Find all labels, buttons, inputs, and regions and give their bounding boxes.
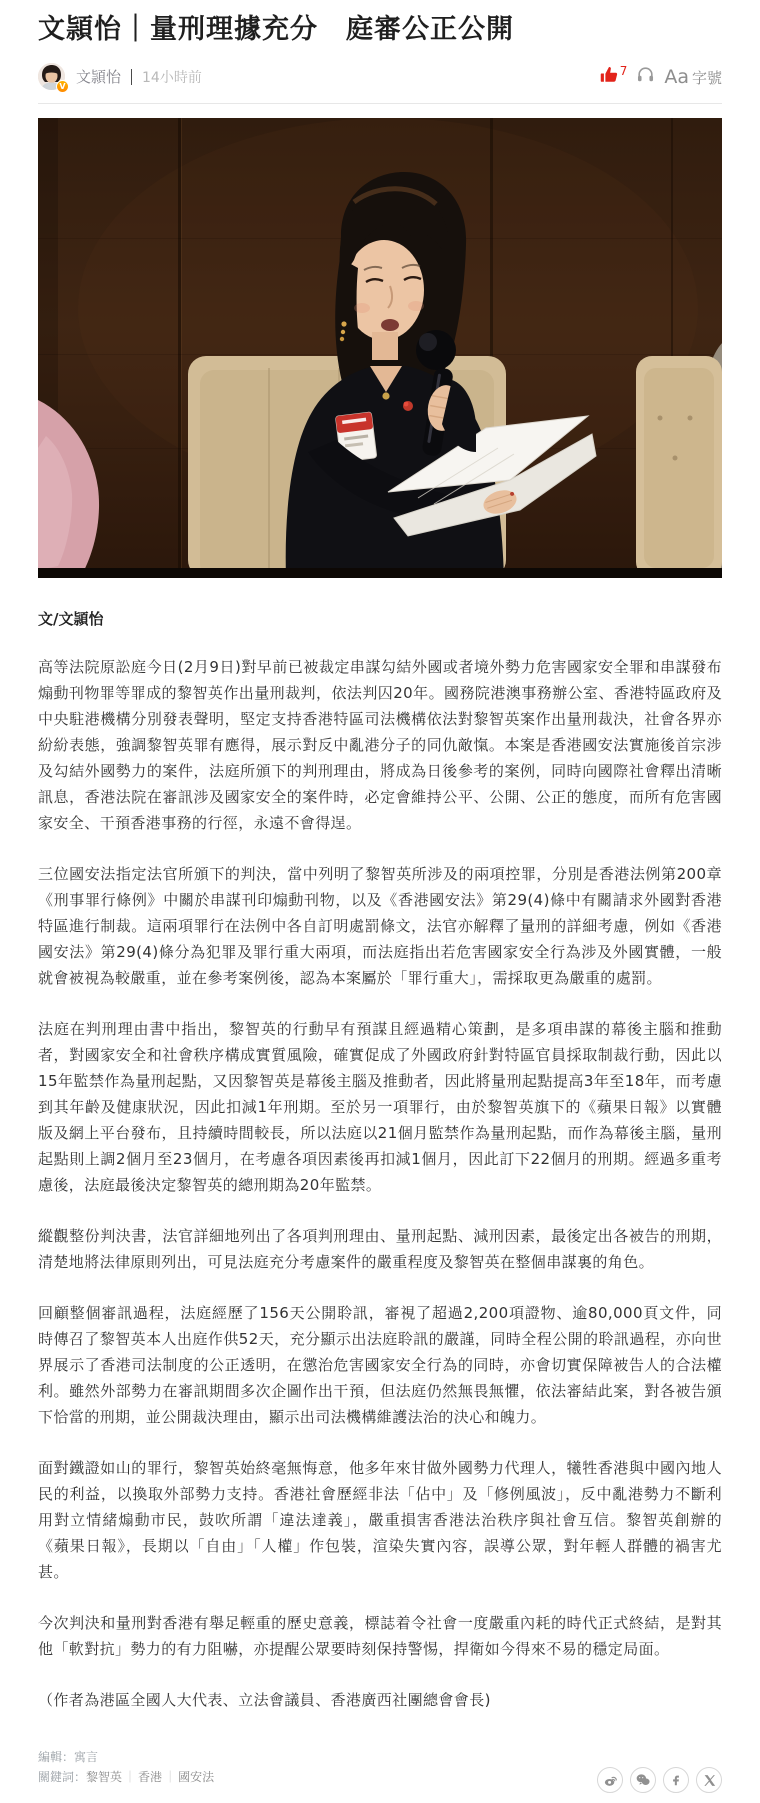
article-body — [38, 608, 722, 1713]
author-name[interactable]: 文頴怡 — [76, 68, 122, 87]
share-wechat-button[interactable] — [630, 1767, 656, 1793]
wechat-icon — [635, 1772, 651, 1788]
font-size-label: 字號 — [691, 68, 722, 87]
editor-label: 編輯： — [38, 1750, 75, 1765]
like-button[interactable] — [600, 63, 628, 88]
weibo-icon — [603, 1773, 618, 1788]
article-photo — [38, 118, 722, 578]
paragraph-4: 縱觀整份判決書，法官詳細地列出了各項判刑理由、量刑起點、減刑因素，最後定出各被告的刑期，清楚地將法律原則列出，可見法庭充分考慮案件的嚴重程度及黎智英在整個串謀裏的角色。 — [38, 1227, 722, 1272]
author-avatar[interactable] — [38, 63, 65, 90]
photo-floor-strip — [38, 568, 722, 578]
facebook-icon — [669, 1773, 683, 1787]
keyword-link-2[interactable]: 香港 — [138, 1770, 163, 1785]
thumb-up-icon — [600, 66, 618, 88]
paragraph-6: 面對鐵證如山的罪行，黎智英始終毫無悔意，他多年來甘做外國勢力代理人，犧牲香港與中國內地人民的利益，以換取外部勢力支持。香港社會歷經非法「佔中」及「修例風波」，反中亂港勢力不斷利用對立情緒煽動市民，鼓吹所謂「違法達義」，嚴重損害香港法治秩序與社會互信。黎智英創辦的《蘋果日報》，長期以「自由」「人權」作包裝，渲染失實內容，誤導公眾，對年輕人群體的禍害尤甚。 — [38, 1459, 722, 1582]
paragraph-1: 高等法院原訟庭今日(2月9日)對早前已被裁定串謀勾結外國或者境外勢力危害國家安全罪和串謀發布煽動刊物罪等罪成的黎智英作出量刑裁判，依法判囚20年。國務院港澳事務辦公室、香港特區政府及中央駐港機構分別發表聲明，堅定支持香港特區司法機構依法對黎智英案作出量刑裁決，社會各界亦紛紛表態，強調黎智英罪有應得，展示對反中亂港分子的同仇敵愾。本案是香港國安法實施後首宗涉及勾結外國勢力的案件，法庭所頒下的判刑理由，將成為日後參考的案例，同時向國際社會釋出清晰訊息，香港法院在審訊涉及國家安全的案件時，必定會維持公平、公開、公正的態度，而所有危害國家安全、干預香港事務的行徑，永遠不會得逞。 — [38, 658, 722, 833]
keyword-link-1[interactable]: 黎智英 — [86, 1770, 123, 1785]
keyword-item — [162, 1770, 214, 1784]
keyword-item — [122, 1770, 162, 1784]
keyword-item — [86, 1770, 122, 1784]
author-time-divider — [131, 69, 132, 85]
x-icon — [703, 1774, 716, 1787]
byline: 文/文頴怡 — [38, 610, 104, 629]
keywords-label: 關鍵詞： — [38, 1770, 87, 1785]
paragraph-2: 三位國安法指定法官所頒下的判決，當中列明了黎智英所涉及的兩項控罪，分別是香港法例第200章《刑事罪行條例》中關於串謀刊印煽動刊物，以及《香港國安法》第29(4)條中有關請求外國對香港特區進行制裁。這兩項罪行在法例中各自訂明處罰條文，法官亦解釋了量刑的詳細考慮，例如《香港國安法》第29(4)條分為犯罪及罪行重大兩項，而法庭指出若危害國家安全行為涉及外國實體，一般就會被視為較嚴重，並在參考案例後，認為本案屬於「罪行重大」，需採取更為嚴重的處罰。 — [38, 865, 722, 988]
share-facebook-button[interactable] — [663, 1767, 689, 1793]
editor-line — [38, 1747, 722, 1767]
font-size-Aa-icon: Aa — [664, 65, 689, 88]
share-bar — [597, 1767, 722, 1793]
paragraph-7: 今次判決和量刑對香港有舉足輕重的歷史意義，標誌着令社會一度嚴重內耗的時代正式終結，是對其他「軟對抗」勢力的有力阻嚇，亦提醒公眾要時刻保持警惕，捍衛如今得來不易的穩定局面。 — [38, 1614, 722, 1659]
verified-v-badge: V — [56, 80, 69, 93]
article-page — [0, 12, 760, 1803]
listen-button[interactable] — [636, 65, 655, 88]
editor-name: 寓言 — [74, 1750, 99, 1765]
share-weibo-button[interactable] — [597, 1767, 623, 1793]
publish-time: 14小時前 — [142, 69, 202, 86]
paragraph-3: 法庭在判刑理由書中指出，黎智英的行動早有預謀且經過精心策劃，是多項串謀的幕後主腦和推動者，對國家安全和社會秩序構成實質風險，確實促成了外國政府針對特區官員採取制裁行動，因此以15年監禁作為量刑起點，又因黎智英是幕後主腦及推動者，因此將量刑起點提高3年至18年，而考慮到其年齡及健康狀況，因此扣減1年刑期。至於另一項罪行，由於黎智英旗下的《蘋果日報》以實體版及網上平台發布，且持續時間較長，所以法庭以21個月監禁作為量刑起點，而作為幕後主腦，量刑起點則上調2個月至23個月，在考慮各項因素後再扣減1個月，因此訂下22個月的刑期。經過多重考慮後，法庭最後決定黎智英的總刑期為20年監禁。 — [38, 1020, 722, 1195]
photo-right-chair — [636, 338, 722, 578]
keyword-link-3[interactable]: 國安法 — [178, 1770, 215, 1785]
paragraph-5: 回顧整個審訊過程，法庭經歷了156天公開聆訊，審視了超過2,200項證物、逾80,000頁文件，同時傳召了黎智英本人出庭作供52天，充分顯示出法庭聆訊的嚴謹，同時全程公開的聆訊過程，亦向世界展示了香港司法制度的公正透明，在懲治危害國家安全行為的同時，亦會切實保障被告人的合法權利。雖然外部勢力在審訊期間多次企圖作出干預，但法庭仍然無畏無懼，依法審結此案，對各被告頒下恰當的刑期，並公開裁決理由，顯示出司法機構維護法治的決心和魄力。 — [38, 1304, 722, 1427]
author-note: （作者為港區全國人大代表、立法會議員、香港廣西社團總會會長) — [38, 1691, 491, 1710]
article-toolbar — [600, 65, 722, 88]
author-bar — [38, 63, 722, 104]
font-size-control[interactable] — [664, 66, 722, 88]
keyword-list — [86, 1770, 214, 1784]
article-footer — [38, 1747, 722, 1803]
article-title: 文頴怡｜量刑理據充分 庭審公正公開 — [38, 14, 514, 45]
headphones-icon — [636, 65, 655, 88]
share-x-button[interactable] — [696, 1767, 722, 1793]
like-count: 7 — [619, 63, 628, 78]
